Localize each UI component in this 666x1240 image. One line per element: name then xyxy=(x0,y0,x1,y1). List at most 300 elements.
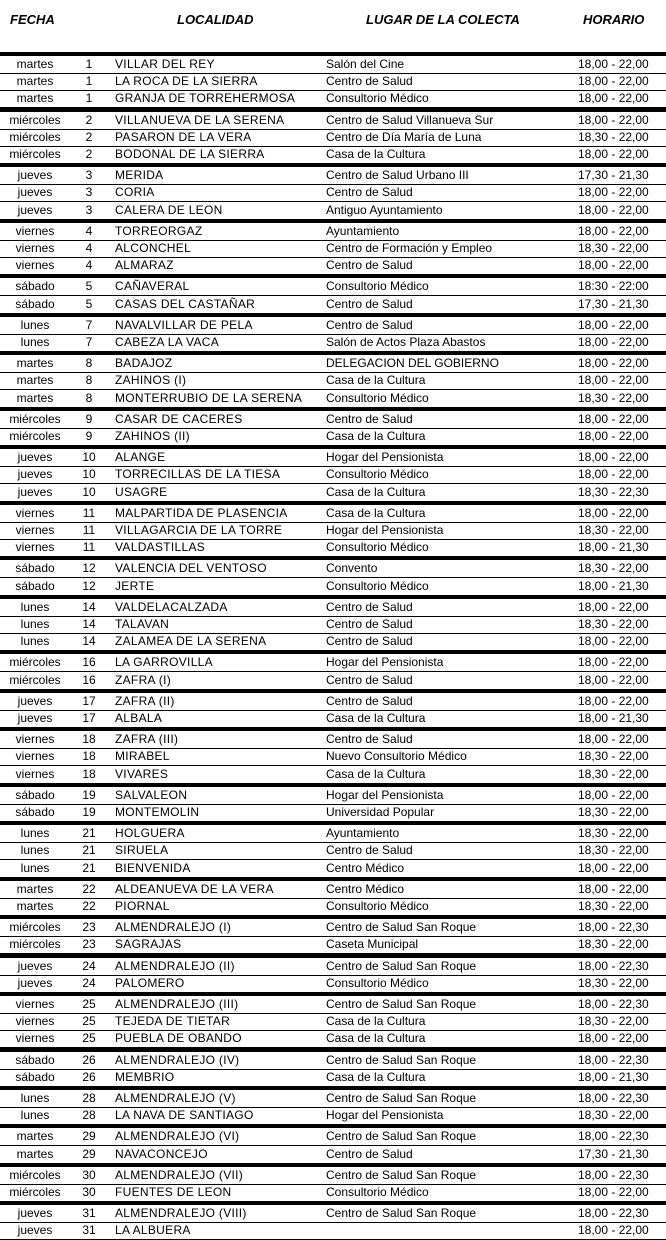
row-date-number: 1 xyxy=(85,57,93,71)
row-horario: 18,30 - 22,00 xyxy=(578,826,649,841)
row-localidad: MONTERRUBIO DE LA SERENA xyxy=(115,390,303,405)
row-horario: 18,00 - 22,00 xyxy=(578,599,649,614)
row-horario: 18,00 - 22,00 xyxy=(578,505,649,520)
table-row xyxy=(0,731,666,749)
row-localidad: ZAFRA (I) xyxy=(115,672,172,687)
table-row xyxy=(0,881,666,899)
table-row xyxy=(0,202,666,220)
row-horario: 17,30 - 21,30 xyxy=(578,168,649,183)
row-horario: 18,00 - 22,00 xyxy=(578,373,649,388)
row-localidad: ALMENDRALEJO (VIII) xyxy=(115,1206,247,1221)
row-date-number: 26 xyxy=(82,1052,96,1067)
row-day: viernes xyxy=(15,540,55,555)
row-day: jueves xyxy=(17,202,53,217)
row-lugar: Casa de la Cultura xyxy=(326,147,426,161)
row-localidad: PIORNAL xyxy=(115,899,170,913)
row-localidad: HOLGUERA xyxy=(115,826,185,841)
row-horario: 18,00 - 22,00 xyxy=(578,112,649,127)
row-day: lunes xyxy=(20,826,50,841)
header-localidad: LOCALIDAD xyxy=(177,12,254,27)
row-horario: 18,00 - 22,00 xyxy=(578,1223,649,1238)
row-lugar: Centro de Salud xyxy=(326,693,413,708)
row-date-number: 31 xyxy=(82,1206,96,1221)
table-row xyxy=(0,167,666,185)
row-date-number: 19 xyxy=(82,805,96,819)
row-horario: 17,30 - 21,30 xyxy=(578,296,649,311)
row-localidad: VILLANUEVA DE LA SERENA xyxy=(115,112,285,127)
table-row xyxy=(0,1013,666,1031)
row-horario: 18,00 - 22,30 xyxy=(578,1091,649,1105)
row-horario: 18,30 - 22,00 xyxy=(578,129,649,144)
row-lugar: Convento xyxy=(326,561,378,576)
table-row xyxy=(0,223,666,241)
row-horario: 18,00 - 22,00 xyxy=(578,1031,649,1046)
row-day: lunes xyxy=(20,335,50,349)
row-localidad: ALMENDRALEJO (VII) xyxy=(115,1167,244,1182)
row-day: martes xyxy=(16,356,54,371)
table-row xyxy=(0,428,666,446)
table-row xyxy=(0,766,666,784)
table-row xyxy=(0,693,666,711)
row-lugar: Ayuntamiento xyxy=(326,223,400,238)
row-lugar: Centro de Salud xyxy=(326,843,413,858)
row-localidad: CASAR DE CACERES xyxy=(115,411,243,426)
row-localidad: BIENVENIDA xyxy=(115,860,191,875)
row-date-number: 2 xyxy=(85,147,93,161)
row-localidad: ALMENDRALEJO (VI) xyxy=(115,1129,240,1144)
row-day: miércoles xyxy=(9,672,61,687)
row-date-number: 16 xyxy=(82,672,96,687)
row-localidad: LA GARROVILLA xyxy=(115,655,213,670)
row-date-number: 29 xyxy=(82,1129,96,1144)
row-horario: 18,30 - 22,00 xyxy=(578,937,649,952)
row-horario: 18,00 - 22,00 xyxy=(578,223,649,238)
row-day: martes xyxy=(16,91,54,106)
row-localidad: LA ROCA DE LA SIERRA xyxy=(115,74,258,89)
row-localidad: MEMBRIO xyxy=(115,1069,175,1084)
row-lugar: Centro de Salud Urbano III xyxy=(326,168,469,183)
row-date-number: 4 xyxy=(85,223,93,238)
row-lugar: Universidad Popular xyxy=(326,805,435,819)
table-row xyxy=(0,560,666,578)
row-localidad: SALVALEON xyxy=(115,787,188,802)
row-lugar: Casa de la Cultura xyxy=(326,711,426,725)
row-horario: 18,00 - 22,30 xyxy=(578,1206,649,1221)
row-lugar: Consultorio Médico xyxy=(326,975,429,990)
row-day: jueves xyxy=(17,484,53,499)
row-date-number: 22 xyxy=(82,899,96,913)
row-horario: 18,30 - 22,00 xyxy=(578,617,649,631)
row-lugar: Centro de Salud xyxy=(326,258,413,273)
row-horario: 18,00 - 22,00 xyxy=(578,467,649,482)
table-row xyxy=(0,996,666,1014)
row-lugar: Antiguo Ayuntamiento xyxy=(326,202,443,217)
row-day: miércoles xyxy=(9,655,61,670)
row-date-number: 12 xyxy=(82,561,96,576)
row-localidad: VALDASTILLAS xyxy=(115,540,206,555)
row-horario: 18,30 - 22,00 xyxy=(578,561,649,576)
row-date-number: 23 xyxy=(82,920,96,935)
row-day: sábado xyxy=(15,805,55,819)
row-lugar: Casa de la Cultura xyxy=(326,1014,426,1029)
row-day: miércoles xyxy=(9,147,61,161)
row-lugar: Casa de la Cultura xyxy=(326,505,426,520)
row-day: martes xyxy=(16,899,54,913)
row-lugar: Centro de Salud xyxy=(326,617,413,631)
table-row xyxy=(0,1107,666,1125)
row-lugar: Centro Médico xyxy=(326,860,405,875)
table-row xyxy=(0,317,666,335)
row-date-number: 30 xyxy=(82,1185,96,1199)
table-row xyxy=(0,919,666,937)
table-row xyxy=(0,56,666,74)
row-localidad: ALANGE xyxy=(115,450,166,465)
row-date-number: 17 xyxy=(82,711,96,725)
row-date-number: 31 xyxy=(82,1223,96,1238)
row-lugar: Centro de Salud xyxy=(326,317,413,332)
row-localidad: BODONAL DE LA SIERRA xyxy=(115,147,265,161)
row-date-number: 25 xyxy=(82,1014,96,1029)
row-horario: 18,00 - 22,30 xyxy=(578,920,649,935)
row-horario: 18,00 - 21,30 xyxy=(578,578,649,593)
row-date-number: 3 xyxy=(85,202,93,217)
row-date-number: 7 xyxy=(85,317,93,332)
table-row xyxy=(0,390,666,408)
row-day: martes xyxy=(16,373,54,388)
row-horario: 18,00 - 22,00 xyxy=(578,356,649,371)
row-day: martes xyxy=(16,1129,54,1144)
header-horario: HORARIO xyxy=(583,12,645,27)
table-row xyxy=(0,146,666,164)
row-day: viernes xyxy=(15,997,55,1011)
row-localidad: VIVARES xyxy=(115,766,169,781)
row-localidad: ALDEANUEVA DE LA VERA xyxy=(115,881,274,896)
row-date-number: 21 xyxy=(82,860,96,875)
row-date-number: 30 xyxy=(82,1167,96,1182)
table-row xyxy=(0,240,666,258)
row-lugar: Centro de Salud xyxy=(326,411,413,426)
row-date-number: 21 xyxy=(82,843,96,858)
row-day: lunes xyxy=(20,317,50,332)
row-date-number: 14 xyxy=(82,617,96,631)
row-horario: 18,30 - 22,00 xyxy=(578,843,649,858)
row-day: miércoles xyxy=(9,112,61,127)
row-lugar: Caseta Municipal xyxy=(326,937,419,952)
row-date-number: 10 xyxy=(82,467,96,482)
row-localidad: PASARON DE LA VERA xyxy=(115,129,252,144)
row-horario: 17,30 - 21,30 xyxy=(578,1146,649,1161)
row-date-number: 9 xyxy=(85,429,93,443)
table-row xyxy=(0,129,666,147)
table-row xyxy=(0,466,666,484)
row-horario: 18,00 - 22,00 xyxy=(578,202,649,217)
row-localidad: CAÑAVERAL xyxy=(115,279,190,294)
table-row xyxy=(0,539,666,557)
table-row xyxy=(0,484,666,502)
row-localidad: MONTEMOLIN xyxy=(115,805,200,819)
row-date-number: 5 xyxy=(85,296,93,311)
row-lugar: Hogar del Pensionista xyxy=(326,1108,444,1123)
row-day: miércoles xyxy=(9,429,61,443)
row-day: miércoles xyxy=(9,1167,61,1182)
row-day: jueves xyxy=(17,975,53,990)
row-lugar: Centro de Salud San Roque xyxy=(326,1206,477,1221)
table-row xyxy=(0,936,666,954)
table-row xyxy=(0,616,666,634)
table-row xyxy=(0,1184,666,1202)
row-horario: 18,30 - 22,00 xyxy=(578,766,649,781)
row-horario: 18,00 - 22,00 xyxy=(578,693,649,708)
row-date-number: 22 xyxy=(82,881,96,896)
row-localidad: VILLAGARCIA DE LA TORRE xyxy=(115,523,283,537)
row-day: viernes xyxy=(15,523,55,537)
table-row xyxy=(0,710,666,728)
row-date-number: 25 xyxy=(82,1031,96,1046)
table-row xyxy=(0,449,666,467)
table-row xyxy=(0,1069,666,1087)
table-row xyxy=(0,898,666,916)
row-lugar: Consultorio Médico xyxy=(326,467,429,482)
row-horario: 18,30 - 22,00 xyxy=(578,523,649,537)
row-localidad: ALMENDRALEJO (III) xyxy=(115,997,239,1011)
row-day: viernes xyxy=(15,1014,55,1029)
row-day: sábado xyxy=(15,1069,55,1084)
row-date-number: 21 xyxy=(82,826,96,841)
row-lugar: Ayuntamiento xyxy=(326,826,400,841)
row-date-number: 14 xyxy=(82,634,96,649)
row-horario: 18,00 - 22,00 xyxy=(578,860,649,875)
row-horario: 18,00 - 22,00 xyxy=(578,317,649,332)
row-date-number: 11 xyxy=(82,505,96,520)
row-localidad: MERIDA xyxy=(115,168,164,183)
row-localidad: ZAHINOS (II) xyxy=(115,429,190,443)
row-day: lunes xyxy=(20,599,50,614)
row-day: viernes xyxy=(15,223,55,238)
row-day: jueves xyxy=(17,168,53,183)
row-localidad: PUEBLA DE OBANDO xyxy=(115,1031,242,1046)
table-row xyxy=(0,1222,666,1240)
row-day: miércoles xyxy=(9,411,61,426)
row-horario: 18,00 - 22,30 xyxy=(578,1129,649,1144)
row-day: sábado xyxy=(15,787,55,802)
row-date-number: 5 xyxy=(85,279,93,294)
row-localidad: SAGRAJAS xyxy=(115,937,182,952)
row-horario: 18,30 - 22,00 xyxy=(578,1108,649,1123)
row-lugar: Consultorio Médico xyxy=(326,390,429,405)
row-date-number: 24 xyxy=(82,958,96,973)
row-localidad: USAGRE xyxy=(115,484,168,499)
row-horario: 18,00 - 22,00 xyxy=(578,185,649,200)
row-date-number: 26 xyxy=(82,1069,96,1084)
row-day: viernes xyxy=(15,258,55,273)
table-row xyxy=(0,672,666,690)
row-lugar: Centro de Salud xyxy=(326,74,413,89)
row-horario: 18,00 - 22,00 xyxy=(578,787,649,802)
row-date-number: 4 xyxy=(85,241,93,255)
row-horario: 18,00 - 22,00 xyxy=(578,411,649,426)
row-lugar: Centro de Salud San Roque xyxy=(326,997,477,1011)
row-lugar: Centro de Salud xyxy=(326,1146,413,1161)
row-localidad: CASAS DEL CASTAÑAR xyxy=(115,296,256,311)
table-row xyxy=(0,184,666,202)
row-horario: 18,30 - 22,00 xyxy=(578,899,649,913)
row-lugar: Centro de Salud xyxy=(326,732,413,747)
row-localidad: CABEZA LA VACA xyxy=(115,335,220,349)
row-lugar: Consultorio Médico xyxy=(326,91,429,106)
row-horario: 18,00 - 21,30 xyxy=(578,711,649,725)
table-row xyxy=(0,1030,666,1048)
row-date-number: 8 xyxy=(85,356,93,371)
row-localidad: ZAFRA (III) xyxy=(115,732,179,747)
row-lugar: Centro de Salud xyxy=(326,672,413,687)
table-row xyxy=(0,355,666,373)
row-localidad: FUENTES DE LEON xyxy=(115,1185,232,1199)
table-row xyxy=(0,1052,666,1070)
row-lugar: Salón de Actos Plaza Abastos xyxy=(326,335,486,349)
row-lugar: Hogar del Pensionista xyxy=(326,655,444,670)
row-localidad: ALMENDRALEJO (II) xyxy=(115,958,235,973)
header-fecha: FECHA xyxy=(10,12,55,27)
row-lugar: Salón del Cine xyxy=(326,57,405,71)
table-row xyxy=(0,112,666,130)
row-lugar: Hogar del Pensionista xyxy=(326,523,444,537)
table-row xyxy=(0,73,666,91)
row-horario: 18,00 - 22,00 xyxy=(578,732,649,747)
row-day: sábado xyxy=(15,561,55,576)
row-lugar: Centro de Día María de Luna xyxy=(326,129,482,144)
row-horario: 18,00 - 22,00 xyxy=(578,881,649,896)
row-date-number: 14 xyxy=(82,599,96,614)
row-lugar: Centro de Salud xyxy=(326,185,413,200)
row-localidad: TALAVAN xyxy=(115,617,170,631)
row-date-number: 28 xyxy=(82,1108,96,1123)
row-lugar: Casa de la Cultura xyxy=(326,1031,426,1046)
row-day: lunes xyxy=(20,843,50,858)
row-date-number: 17 xyxy=(82,693,96,708)
row-date-number: 23 xyxy=(82,937,96,952)
row-lugar: Centro de Salud San Roque xyxy=(326,958,477,973)
row-day: viernes xyxy=(15,1031,55,1046)
row-lugar: Centro de Salud Villanueva Sur xyxy=(326,112,494,127)
row-date-number: 25 xyxy=(82,997,96,1011)
row-lugar: Centro de Salud San Roque xyxy=(326,1129,477,1144)
row-lugar: Centro de Formación y Empleo xyxy=(326,241,493,255)
table-row xyxy=(0,804,666,822)
row-horario: 18,00 - 22,00 xyxy=(578,74,649,89)
table-row xyxy=(0,825,666,843)
row-localidad: ALMENDRALEJO (I) xyxy=(115,920,232,935)
row-day: viernes xyxy=(15,241,55,255)
row-localidad: ALMENDRALEJO (IV) xyxy=(115,1052,240,1067)
row-localidad: ALMARAZ xyxy=(115,258,174,273)
row-localidad: NAVALVILLAR DE PELA xyxy=(115,317,253,332)
table-row xyxy=(0,1167,666,1185)
row-localidad: MIRABEL xyxy=(115,749,170,764)
table-row xyxy=(0,654,666,672)
row-localidad: ZALAMEA DE LA SERENA xyxy=(115,634,267,649)
row-localidad: CALERA DE LEON xyxy=(115,202,223,217)
row-lugar: Hogar del Pensionista xyxy=(326,450,444,465)
row-day: martes xyxy=(16,390,54,405)
row-horario: 18,00 - 22,30 xyxy=(578,997,649,1011)
row-horario: 18,30 - 22,00 xyxy=(578,749,649,764)
row-horario: 18,00 - 22,00 xyxy=(578,57,649,71)
row-horario: 18,00 - 22,30 xyxy=(578,1052,649,1067)
row-localidad: TORREORGAZ xyxy=(115,223,203,238)
row-day: lunes xyxy=(20,1091,50,1105)
row-localidad: GRANJA DE TORREHERMOSA xyxy=(115,91,296,106)
row-horario: 18,30 - 22,00 xyxy=(578,975,649,990)
row-day: miércoles xyxy=(9,937,61,952)
row-date-number: 3 xyxy=(85,185,93,200)
row-horario: 18,00 - 22,00 xyxy=(578,1185,649,1199)
row-localidad: VALENCIA DEL VENTOSO xyxy=(115,561,267,576)
row-localidad: MALPARTIDA DE PLASENCIA xyxy=(115,505,288,520)
row-day: jueves xyxy=(17,711,53,725)
row-day: jueves xyxy=(17,1206,53,1221)
row-date-number: 2 xyxy=(85,112,93,127)
row-lugar: Centro de Salud San Roque xyxy=(326,1052,477,1067)
table-row xyxy=(0,372,666,390)
row-date-number: 8 xyxy=(85,373,93,388)
row-day: lunes xyxy=(20,634,50,649)
header-lugar: LUGAR DE LA COLECTA xyxy=(366,12,520,27)
row-horario: 18,30 - 22,00 xyxy=(578,1014,649,1029)
row-date-number: 18 xyxy=(82,766,96,781)
row-horario: 18,00 - 22,00 xyxy=(578,655,649,670)
row-day: jueves xyxy=(17,185,53,200)
row-localidad: VILLAR DEL REY xyxy=(115,57,215,71)
row-lugar: Consultorio Médico xyxy=(326,540,429,555)
row-day: sábado xyxy=(15,1052,55,1067)
row-localidad: ZAHINOS (I) xyxy=(115,373,187,388)
row-lugar: Consultorio Médico xyxy=(326,279,429,294)
row-localidad: JERTE xyxy=(115,578,155,593)
row-horario: 18,00 - 22,00 xyxy=(578,147,649,161)
table-row xyxy=(0,278,666,296)
row-lugar: Nuevo Consultorio Médico xyxy=(326,749,467,764)
table-row xyxy=(0,748,666,766)
row-date-number: 10 xyxy=(82,484,96,499)
row-horario: 18,00 - 22,00 xyxy=(578,450,649,465)
row-horario: 18,00 - 22,00 xyxy=(578,335,649,349)
row-localidad: VALDELACALZADA xyxy=(115,599,228,614)
row-lugar: Consultorio Médico xyxy=(326,1185,429,1199)
row-day: martes xyxy=(16,74,54,89)
table-row xyxy=(0,90,666,108)
row-date-number: 19 xyxy=(82,787,96,802)
row-localidad: ALBALA xyxy=(115,711,163,725)
table-row xyxy=(0,257,666,275)
row-lugar: Centro de Salud xyxy=(326,296,413,311)
row-lugar: Casa de la Cultura xyxy=(326,373,426,388)
table-row xyxy=(0,411,666,429)
row-date-number: 7 xyxy=(85,335,93,349)
row-day: jueves xyxy=(17,450,53,465)
row-horario: 18,00 - 22,30 xyxy=(578,1167,649,1182)
row-lugar: Centro de Salud xyxy=(326,599,413,614)
table-row xyxy=(0,1090,666,1108)
row-lugar: DELEGACION DEL GOBIERNO xyxy=(326,356,499,371)
row-localidad: CORIA xyxy=(115,185,155,200)
row-date-number: 2 xyxy=(85,129,93,144)
row-lugar: Casa de la Cultura xyxy=(326,484,426,499)
table-row xyxy=(0,975,666,993)
row-day: viernes xyxy=(15,732,55,747)
row-day: jueves xyxy=(17,467,53,482)
row-localidad: TEJEDA DE TIETAR xyxy=(115,1014,231,1029)
row-horario: 18,00 - 22,00 xyxy=(578,258,649,273)
